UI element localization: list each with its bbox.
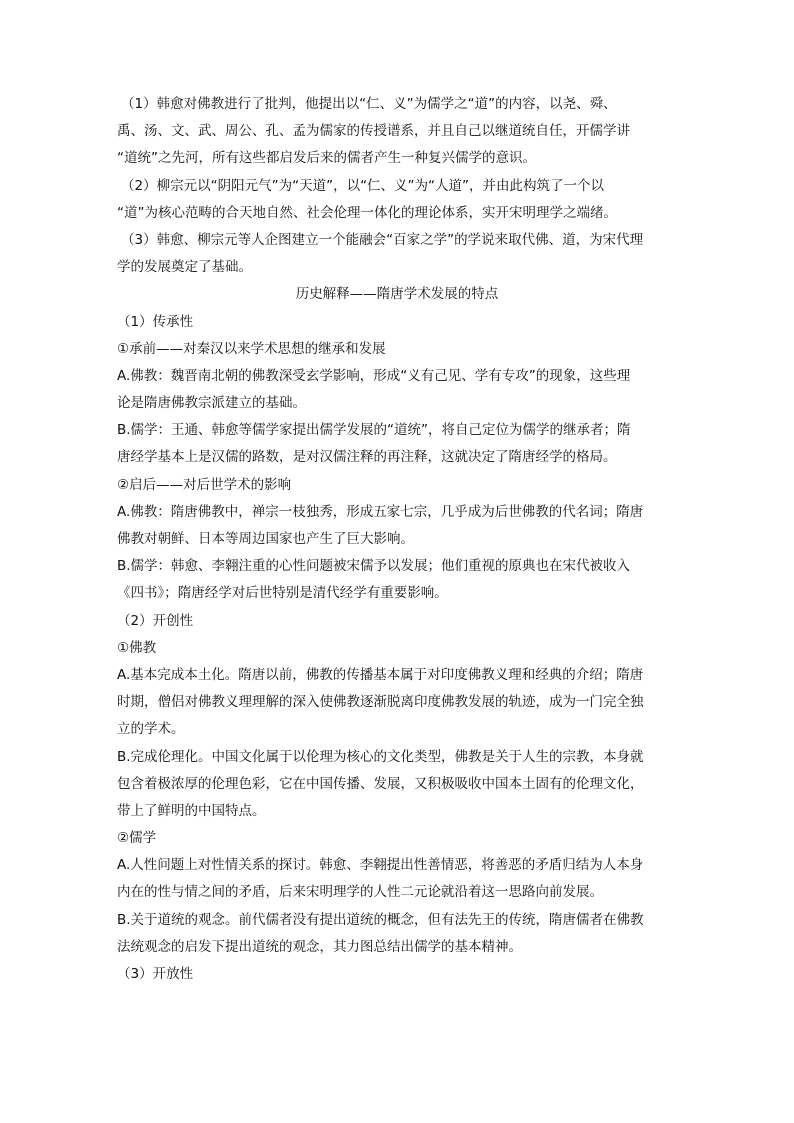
section-heading: 历史解释——隋唐学术发展的特点	[295, 286, 499, 303]
text-line: “道统”之先河，所有这些都启发后来的儒者产生一种复兴儒学的意识。	[117, 150, 536, 167]
text-line: 内在的性与情之间的矛盾，后来宋明理学的人性二元论就沿着这一思路向前发展。	[117, 884, 603, 901]
document-page	[117, 91, 677, 988]
text-line: A.佛教：魏晋南北朝的佛教深受玄学影响，形成“义有己见、学有专攻”的现象，这些理	[117, 367, 631, 384]
text-line: （3）开放性	[117, 966, 194, 982]
text-line: A.佛教：隋唐佛教中，禅宗一枝独秀，形成五家七宗，几乎成为后世佛教的代名词；隋唐	[117, 503, 644, 520]
text-line: B.儒学：韩愈、李翱注重的心性问题被宋儒予以发展；他们重视的原典也在宋代被收入	[117, 558, 631, 575]
text-line: （1）传承性	[117, 313, 194, 330]
text-line: 唐经学基本上是汉儒的路数，是对汉儒注释的再注释，这就决定了隋唐经学的格局。	[117, 449, 617, 466]
text-line: 佛教对朝鲜、日本等周边国家也产生了巨大影响。	[117, 531, 414, 547]
text-line: B.完成伦理化。中国文化属于以伦理为核心的文化类型，佛教是关于人生的宗教，本身就	[117, 748, 644, 765]
text-line: 《四书》；隋唐经学对后世特别是清代经学有重要影响。	[117, 585, 448, 602]
text-line: 带上了鲜明的中国特点。	[117, 802, 266, 819]
text-line: ①承前——对秦汉以来学术思想的继承和发展	[117, 340, 386, 357]
text-line: 禹、汤、文、武、周公、孔、孟为儒家的传授谱系，并且自己以继道统自任，开儒学讲	[117, 123, 630, 140]
text-line: A.人性问题上对性情关系的探讨。韩愈、李翱提出性善情恶，将善恶的矛盾归结为人本身	[117, 857, 644, 874]
text-line: 学的发展奠定了基础。	[117, 259, 252, 276]
text-line: ①佛教	[117, 639, 157, 656]
text-line: ②启后——对后世学术的影响	[117, 476, 292, 493]
text-line: 时期，僧侣对佛教义理理解的深入使佛教逐渐脱离印度佛教发展的轨迹，成为一门完全独	[117, 694, 644, 711]
text-line: A.基本完成本土化。隋唐以前，佛教的传播基本属于对印度佛教义理和经典的介绍；隋唐	[117, 666, 644, 683]
text-line: （1）韩愈对佛教进行了批判，他提出以“仁、义”为儒学之“道”的内容，以尧、舜、	[121, 96, 617, 112]
text-line: ②儒学	[117, 830, 157, 847]
text-line: （2）开创性	[117, 612, 194, 629]
text-line: （2）柳宗元以“阴阳元气”为“天道”，以“仁、义”为“人道”，并由此构筑了一个以	[121, 177, 605, 194]
text-line: （3）韩愈、柳宗元等人企图建立一个能融会“百家之学”的学说来取代佛、道，为宋代理	[121, 231, 644, 248]
text-line: 论是隋唐佛教宗派建立的基础。	[117, 395, 306, 412]
text-line: B.儒学：王通、韩愈等儒学家提出儒学发展的“道统”，将自己定位为儒学的继承者；隋	[117, 422, 631, 439]
text-line: 法统观念的启发下提出道统的观念，其力图总结出儒学的基本精神。	[117, 938, 522, 955]
text-line: 包含着极浓厚的伦理色彩，它在中国传播、发展，又积极吸收中国本土固有的伦理文化，	[117, 775, 644, 792]
text-line: B.关于道统的观念。前代儒者没有提出道统的概念，但有法先王的传统，隋唐儒者在佛教	[117, 911, 644, 928]
text-line: 立的学术。	[117, 721, 185, 738]
text-line: “道”为核心范畴的合天地自然、社会伦理一体化的理论体系，实开宋明理学之端绪。	[117, 204, 617, 221]
